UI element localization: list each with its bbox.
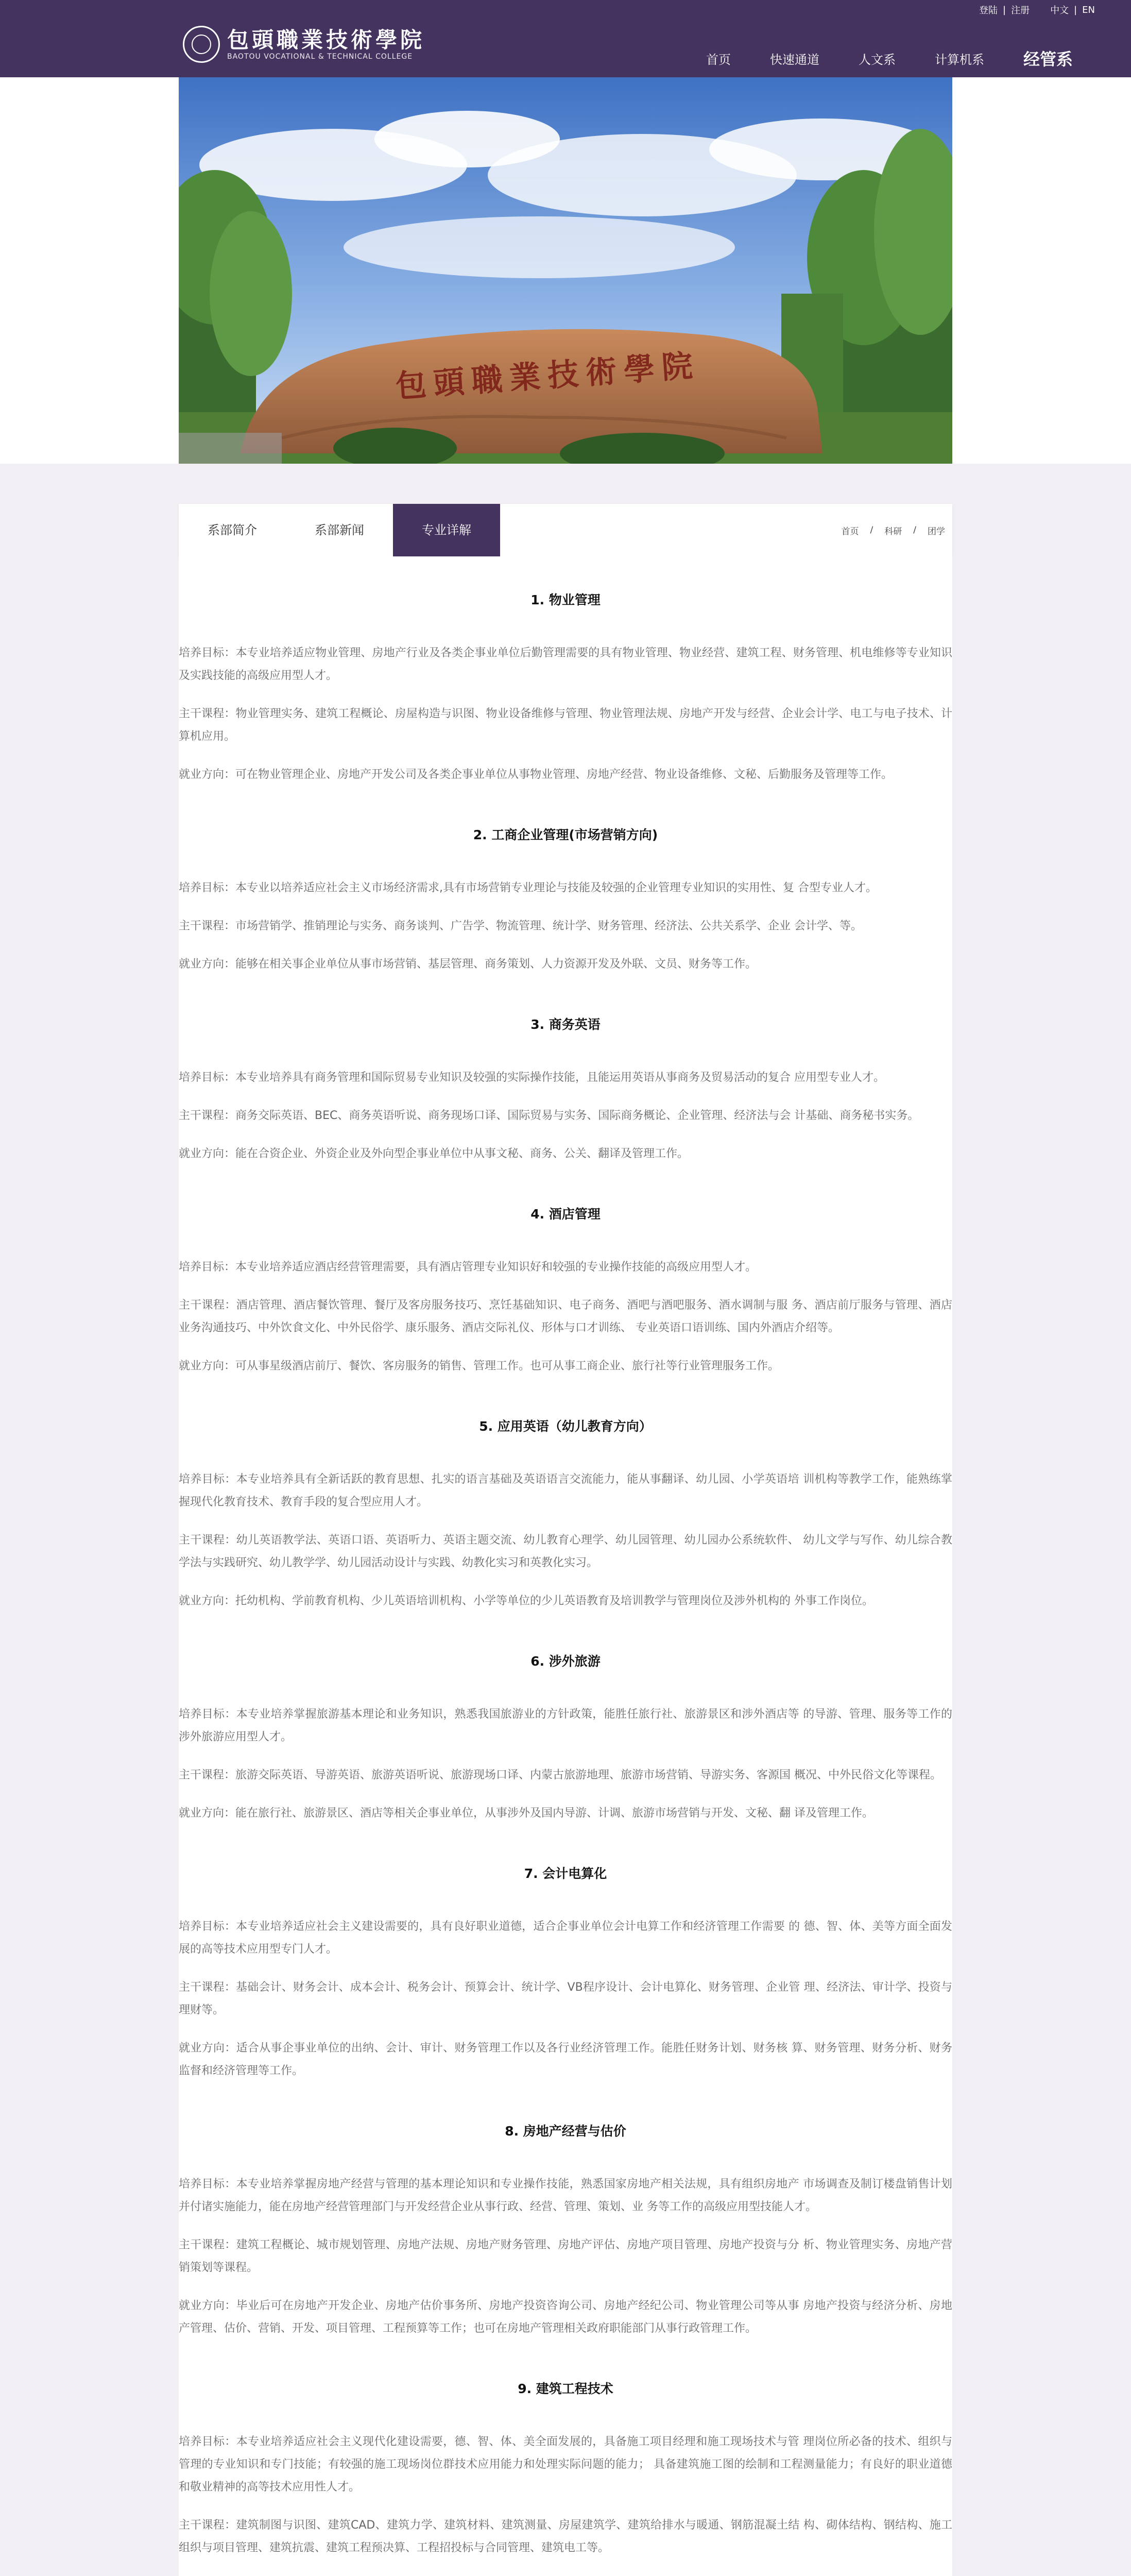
major-paragraph: 就业方向：适合从事企事业单位的出纳、会计、审计、财务管理工作以及各行业经济管理工作。能胜任财务计划、财务核 算、财务管理、财务分析、财务监督和经济管理等工作。 [179, 2042, 952, 2077]
major-paragraph: 主干课程：基础会计、财务会计、成本会计、税务会计、预算会计、统计学、VB程序设计、会计电算化、财务管理、企业管 理、经济法、审计学、投资与理财等。 [179, 1981, 952, 2016]
major-paragraph: 主干课程：建筑制图与识图、建筑CAD、建筑力学、建筑材料、建筑测量、房屋建筑学、建筑给排水与暖通、钢筋混凝土结 构、砌体结构、钢结构、施工组织与项目管理、建筑抗震、建筑工程预决算、工程招投标与合同管理、建筑电工等。 [179, 2519, 952, 2554]
article-content [179, 556, 952, 2576]
tab-major-details[interactable]: 专业详解 [393, 504, 500, 556]
tab-department-intro[interactable]: 系部简介 [208, 523, 257, 537]
major-paragraph: 培养目标：本专业培养适应物业管理、房地产行业及各类企事业单位后勤管理需要的具有物业管理、物业经营、建筑工程、财务管理、机电维修等专业知识及实践技能的高级应用型人才。 [179, 647, 952, 682]
major-section [179, 1017, 952, 1165]
major-paragraph: 主干课程：建筑工程概论、城市规划管理、房地产法规、房地产财务管理、房地产评估、房地产项目管理、房地产投资与分 析、物业管理实务、房地产营销策划等课程。 [179, 2239, 952, 2274]
major-section [179, 2124, 952, 2340]
breadcrumb [842, 504, 945, 556]
breadcrumb-youth-league[interactable]: 团学 [928, 526, 945, 537]
major-paragraph: 就业方向：可在物业管理企业、房地产开发公司及各类企事业单位从事物业管理、房地产经营、物业设备维修、文秘、后勤服务及管理等工作。 [179, 768, 893, 781]
major-paragraph: 培养目标：本专业培养适应酒店经营管理需要，具有酒店管理专业知识好和较强的专业操作技能的高级应用型人才。 [179, 1261, 757, 1274]
major-section [179, 2381, 952, 2576]
logo-text [227, 28, 425, 61]
sub-nav-bar [179, 504, 952, 556]
major-section [179, 827, 952, 976]
major-title: 9. 建筑工程技术 [518, 2381, 613, 2396]
major-paragraph: 就业方向：托幼机构、学前教育机构、少儿英语培训机构、小学等单位的少儿英语教育及培训教学与管理岗位及涉外机构的 外事工作岗位。 [179, 1595, 873, 1607]
major-list [179, 592, 952, 2576]
major-paragraph: 培养目标：本专业培养具有商务管理和国际贸易专业知识及较强的实际操作技能，且能运用英语从事商务及贸易活动的复合 应用型专业人才。 [179, 1071, 885, 1084]
lang-en-link[interactable]: EN [1082, 4, 1095, 15]
top-links [979, 3, 1095, 16]
major-paragraph: 就业方向：可从事星级酒店前厅、餐饮、客房服务的销售、管理工作。也可从事工商企业、旅行社等行业管理服务工作。 [179, 1360, 780, 1372]
major-section [179, 1207, 952, 1378]
major-paragraph: 培养目标：本专业培养掌握房地产经营与管理的基本理论知识和专业操作技能，熟悉国家房地产相关法规，具有组织房地产 市场调查及制订楼盘销售计划并付诸实施能力，能在房地产经营管理部门与开发经营企业从事行政、经营、管理、策划、业 务等工作的高级应用型技能人才。 [179, 2178, 952, 2213]
separator: | [1003, 4, 1006, 15]
lang-cn-link[interactable]: 中文 [1050, 5, 1069, 16]
major-paragraph: 主干课程：幼儿英语教学法、英语口语、英语听力、英语主题交流、幼儿教育心理学、幼儿园管理、幼儿园办公系统软件、 幼儿文学与写作、幼儿综合教学法与实践研究、幼儿教学学、幼儿园活动设计与实践、幼教化实习和英教化实习。 [179, 1534, 952, 1569]
major-paragraph: 培养目标：本专业培养适应社会主义现代化建设需要，德、智、体、美全面发展的，具备施工项目经理和施工现场技术与管 理岗位所必备的技术、组织与管理的专业知识和专门技能；有较强的施工现场岗位群技术应用能力和处理实际问题的能力； 具备建筑施工图的绘制和工程测量能力；有良好的职业道德和敬业精神的高等技术应用性人才。 [179, 2435, 952, 2494]
major-paragraph: 主干课程：市场营销学、推销理论与实务、商务谈判、广告学、物流管理、统计学、财务管理、经济法、公共关系学、企业 会计学、等。 [179, 920, 862, 933]
college-emblem-icon [183, 26, 220, 63]
nav-economics-management[interactable]: 经管系 [1023, 49, 1073, 69]
major-paragraph: 就业方向：能在旅行社、旅游景区、酒店等相关企事业单位，从事涉外及国内导游、计调、旅游市场营销与开发、文秘、翻 译及管理工作。 [179, 1807, 873, 1820]
major-title: 1. 物业管理 [530, 592, 601, 607]
top-header [0, 0, 1131, 77]
major-paragraph: 培养目标：本专业以培养适应社会主义市场经济需求,具有市场营销专业理论与技能及较强的企业管理专业知识的实用性、复 合型专业人才。 [179, 882, 877, 894]
major-title: 5. 应用英语（幼儿教育方向） [479, 1419, 652, 1434]
logo-name-en: BAOTOU VOCATIONAL & TECHNICAL COLLEGE [227, 53, 413, 61]
nav-computer[interactable]: 计算机系 [934, 52, 984, 67]
login-link[interactable]: 登陆 [979, 5, 998, 16]
nav-humanities[interactable]: 人文系 [858, 52, 896, 67]
major-title: 8. 房地产经营与估价 [505, 2124, 626, 2139]
major-section [179, 1654, 952, 1825]
nav-home[interactable]: 首页 [706, 52, 731, 67]
major-paragraph: 就业方向：毕业后可在房地产开发企业、房地产估价事务所、房地产投资咨询公司、房地产经纪公司、物业管理公司等从事 房地产投资与经济分析、房地产管理、估价、营销、开发、项目管理、工程预算等工作；也可在房地产管理相关政府职能部门从事行政管理工作。 [179, 2299, 952, 2335]
site-logo[interactable] [183, 26, 425, 63]
logo-name-cn: 包頭職業技術學院 [227, 27, 425, 53]
major-title: 3. 商务英语 [530, 1017, 601, 1032]
banner-rock-inscription: 包頭職業技術學院 [394, 347, 701, 405]
major-paragraph: 培养目标：本专业培养具有全新话跃的教育思想、扎实的语言基础及英语语言交流能力，能从事翻译、幼儿园、小学英语培 训机构等教学工作，能熟练掌握现代化教育技术、教育手段的复合型应用人才。 [179, 1473, 952, 1509]
major-paragraph: 主干课程：旅游交际英语、导游英语、旅游英语听说、旅游现场口译、内蒙古旅游地理、旅游市场营销、导游实务、客源国 概况、中外民俗文化等课程。 [179, 1769, 941, 1782]
breadcrumb-separator: / [870, 525, 873, 535]
banner-image [179, 77, 952, 464]
major-paragraph: 就业方向：能在合资企业、外资企业及外向型企事业单位中从事文秘、商务、公关、翻译及管理工作。 [179, 1147, 689, 1160]
major-title: 2. 工商企业管理(市场营销方向) [473, 827, 658, 842]
major-paragraph: 就业方向：能够在相关事企业单位从事市场营销、基层管理、商务策划、人力资源开发及外联、文员、财务等工作。 [179, 958, 757, 971]
major-section [179, 592, 952, 786]
major-paragraph: 主干课程：商务交际英语、BEC、商务英语听说、商务现场口译、国际贸易与实务、国际商务概论、企业管理、经济法与会 计基础、商务秘书实务。 [179, 1109, 919, 1122]
breadcrumb-separator: / [913, 525, 916, 535]
major-title: 4. 酒店管理 [530, 1207, 601, 1222]
major-section [179, 1866, 952, 2082]
tab-department-news[interactable]: 系部新闻 [315, 523, 364, 537]
nav-quick-access[interactable]: 快速通道 [769, 52, 819, 67]
main-nav [687, 46, 1092, 70]
separator: | [1074, 4, 1077, 15]
breadcrumb-research[interactable]: 科研 [884, 526, 902, 537]
major-section [179, 1419, 952, 1613]
breadcrumb-home[interactable]: 首页 [841, 526, 859, 537]
major-paragraph: 主干课程：物业管理实务、建筑工程概论、房屋构造与识图、物业设备维修与管理、物业管理法规、房地产开发与经营、企业会计学、电工与电子技术、计算机应用。 [179, 707, 952, 743]
register-link[interactable]: 注册 [1011, 5, 1030, 16]
major-title: 7. 会计电算化 [524, 1866, 607, 1881]
major-paragraph: 培养目标：本专业培养适应社会主义建设需要的，具有良好职业道德，适合企事业单位会计电算工作和经济管理工作需要 的 德、智、体、美等方面全面发展的高等技术应用型专门人才。 [179, 1920, 952, 1956]
major-paragraph: 主干课程：酒店管理、酒店餐饮管理、餐厅及客房服务技巧、烹饪基础知识、电子商务、酒吧与酒吧服务、酒水调制与服 务、酒店前厅服务与管理、酒店业务沟通技巧、中外饮食文化、中外民俗学、康乐服务、酒店交际礼仪、形体与口才训练、 专业英语口语训练、国内外酒店介绍等。 [179, 1299, 952, 1334]
major-paragraph: 培养目标：本专业培养掌握旅游基本理论和业务知识，熟悉我国旅游业的方针政策，能胜任旅行社、旅游景区和涉外酒店等 的导游、管理、服务等工作的涉外旅游应用型人才。 [179, 1708, 952, 1743]
major-title: 6. 涉外旅游 [530, 1654, 601, 1669]
tab-list [179, 504, 500, 556]
